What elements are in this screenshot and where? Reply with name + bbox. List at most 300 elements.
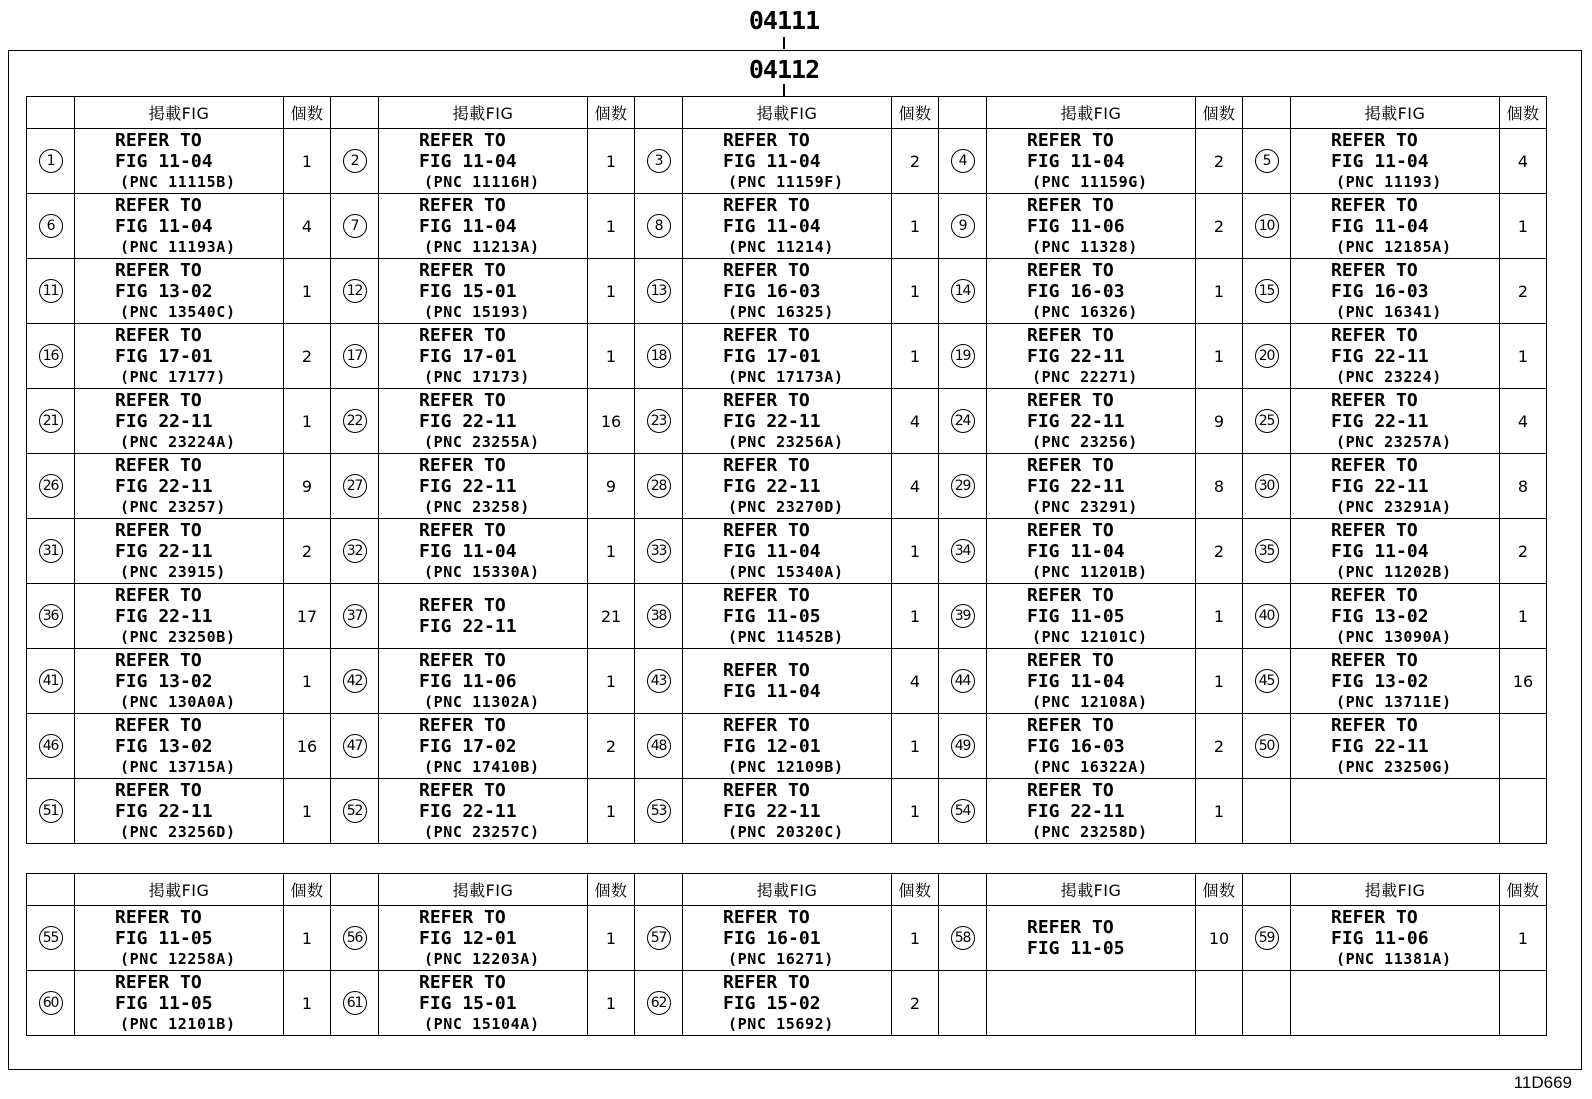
reference-text [75, 585, 283, 648]
pnc-label: (PNC 11116H) [424, 172, 540, 191]
refer-to-label: REFER TO [115, 194, 202, 216]
table-row [27, 584, 1547, 649]
quantity-cell: 2 [1196, 129, 1243, 194]
pnc-label: (PNC 23291A) [1336, 497, 1452, 516]
item-number-cell [1243, 714, 1291, 779]
pnc-label: (PNC 16326) [1032, 302, 1138, 321]
quantity-cell: 4 [284, 194, 331, 259]
item-number-cell [331, 259, 379, 324]
fig-label: FIG 11-04 [419, 150, 517, 172]
item-number-cell [635, 519, 683, 584]
item-number-badge: 56 [343, 926, 367, 950]
pnc-label: (PNC 23257A) [1336, 432, 1452, 451]
item-number-cell [939, 259, 987, 324]
item-number-badge: 36 [39, 604, 63, 628]
quantity-cell: 1 [588, 194, 635, 259]
quantity-cell: 1 [892, 906, 939, 971]
quantity-cell: 1 [892, 194, 939, 259]
item-number-cell [1243, 519, 1291, 584]
quantity-cell: 2 [1500, 259, 1547, 324]
fig-label: FIG 22-11 [1331, 410, 1429, 432]
table-row [27, 971, 1547, 1036]
item-number-cell [635, 584, 683, 649]
pnc-label: (PNC 11214) [728, 237, 834, 256]
fig-label: FIG 22-11 [723, 800, 821, 822]
fig-label: FIG 22-11 [115, 800, 213, 822]
parts-table-main [26, 96, 1547, 844]
reference-cell [1291, 194, 1500, 259]
item-number-badge: 61 [343, 991, 367, 1015]
header-fig: 掲載FIG [683, 97, 892, 129]
header-blank-cell [635, 97, 683, 129]
reference-text [987, 650, 1195, 713]
item-number-badge: 40 [1255, 604, 1279, 628]
pnc-label: (PNC 23255A) [424, 432, 540, 451]
refer-to-label: REFER TO [723, 454, 810, 476]
reference-cell [987, 971, 1196, 1036]
reference-cell [379, 194, 588, 259]
fig-label: FIG 11-04 [1027, 540, 1125, 562]
item-number-badge: 6 [39, 214, 63, 238]
reference-text [379, 195, 587, 258]
pnc-label: (PNC 23258) [424, 497, 530, 516]
reference-cell [1291, 519, 1500, 584]
item-number-cell [1243, 971, 1291, 1036]
fig-label: FIG 22-11 [115, 540, 213, 562]
reference-text [75, 195, 283, 258]
header-fig: 掲載FIG [75, 874, 284, 906]
refer-to-label: REFER TO [723, 194, 810, 216]
quantity-cell: 2 [284, 324, 331, 389]
refer-to-label: REFER TO [1027, 129, 1114, 151]
pnc-label: (PNC 11213A) [424, 237, 540, 256]
quantity-cell: 10 [1196, 906, 1243, 971]
item-number-badge: 33 [647, 539, 671, 563]
reference-cell [1291, 714, 1500, 779]
pnc-label: (PNC 11302A) [424, 692, 540, 711]
item-number-cell [27, 259, 75, 324]
fig-label: FIG 12-01 [419, 927, 517, 949]
quantity-cell: 1 [892, 584, 939, 649]
reference-text [683, 325, 891, 388]
quantity-cell: 1 [1196, 584, 1243, 649]
pnc-label: (PNC 23256D) [120, 822, 236, 841]
item-number-cell [331, 906, 379, 971]
pnc-label: (PNC 17177) [120, 367, 226, 386]
fig-label: FIG 11-05 [115, 992, 213, 1014]
quantity-cell: 2 [1196, 714, 1243, 779]
quantity-cell: 4 [892, 454, 939, 519]
pnc-label: (PNC 17173A) [728, 367, 844, 386]
item-number-cell [1243, 324, 1291, 389]
table-row [27, 454, 1547, 519]
item-number-cell [27, 389, 75, 454]
refer-to-label: REFER TO [723, 779, 810, 801]
reference-text [987, 585, 1195, 648]
pnc-label: (PNC 12101B) [120, 1014, 236, 1033]
quantity-cell: 2 [1196, 519, 1243, 584]
item-number-badge: 32 [343, 539, 367, 563]
header-fig: 掲載FIG [683, 874, 892, 906]
pnc-label: (PNC 11201B) [1032, 562, 1148, 581]
fig-label: FIG 11-04 [1331, 215, 1429, 237]
refer-to-label: REFER TO [723, 660, 810, 681]
fig-label: FIG 11-04 [115, 150, 213, 172]
item-number-badge: 55 [39, 926, 63, 950]
fig-label: FIG 12-01 [723, 735, 821, 757]
image-code: 11D669 [1513, 1073, 1572, 1092]
reference-text [75, 780, 283, 843]
refer-to-label: REFER TO [419, 324, 506, 346]
item-number-cell [635, 649, 683, 714]
reference-text [1291, 195, 1499, 258]
reference-cell [75, 584, 284, 649]
reference-text [379, 715, 587, 778]
reference-text [379, 325, 587, 388]
reference-cell [987, 389, 1196, 454]
fig-label: FIG 22-11 [1331, 475, 1429, 497]
quantity-cell: 1 [1500, 324, 1547, 389]
quantity-cell: 1 [284, 389, 331, 454]
reference-cell [1291, 324, 1500, 389]
header-fig: 掲載FIG [1291, 97, 1500, 129]
quantity-cell: 1 [1196, 324, 1243, 389]
item-number-cell [635, 906, 683, 971]
item-number-cell [331, 584, 379, 649]
reference-text [75, 972, 283, 1035]
reference-text [1291, 130, 1499, 193]
pnc-label: (PNC 12258A) [120, 949, 236, 968]
item-number-badge: 24 [951, 409, 975, 433]
reference-cell [75, 454, 284, 519]
refer-to-label: REFER TO [419, 519, 506, 541]
fig-label: FIG 11-05 [1027, 605, 1125, 627]
reference-text [379, 972, 587, 1035]
reference-cell [683, 779, 892, 844]
refer-to-label: REFER TO [723, 971, 810, 993]
quantity-cell [1500, 779, 1547, 844]
item-number-cell [635, 389, 683, 454]
reference-text [75, 390, 283, 453]
reference-text [379, 780, 587, 843]
quantity-cell: 4 [892, 389, 939, 454]
item-number-cell [27, 714, 75, 779]
item-number-badge: 28 [647, 474, 671, 498]
reference-cell [75, 519, 284, 584]
refer-to-label: REFER TO [723, 714, 810, 736]
fig-label: FIG 22-11 [115, 605, 213, 627]
quantity-cell: 16 [588, 389, 635, 454]
fig-label: FIG 11-05 [1027, 938, 1125, 959]
item-number-badge: 25 [1255, 409, 1279, 433]
reference-text [1291, 907, 1499, 970]
reference-cell [75, 129, 284, 194]
item-number-badge: 17 [343, 344, 367, 368]
reference-text [683, 390, 891, 453]
item-number-cell [1243, 649, 1291, 714]
header-blank-cell [939, 874, 987, 906]
header-qty: 個数 [1196, 97, 1243, 129]
reference-cell [683, 129, 892, 194]
refer-to-label: REFER TO [1027, 194, 1114, 216]
fig-label: FIG 17-01 [419, 345, 517, 367]
fig-label: FIG 11-04 [723, 681, 821, 702]
item-number-cell [939, 649, 987, 714]
item-number-badge: 26 [39, 474, 63, 498]
item-number-badge: 22 [343, 409, 367, 433]
pnc-label: (PNC 12185A) [1336, 237, 1452, 256]
header-blank-cell [27, 874, 75, 906]
item-number-badge: 45 [1255, 669, 1279, 693]
quantity-cell: 1 [892, 519, 939, 584]
item-number-badge: 23 [647, 409, 671, 433]
refer-to-label: REFER TO [115, 519, 202, 541]
table-row [27, 259, 1547, 324]
quantity-cell: 1 [284, 779, 331, 844]
fig-label: FIG 11-05 [115, 927, 213, 949]
item-number-cell [27, 971, 75, 1036]
reference-text [379, 260, 587, 323]
reference-text [1291, 325, 1499, 388]
reference-cell [987, 454, 1196, 519]
refer-to-label: REFER TO [115, 906, 202, 928]
refer-to-label: REFER TO [115, 129, 202, 151]
reference-cell [683, 649, 892, 714]
item-number-cell [331, 519, 379, 584]
item-number-badge: 50 [1255, 734, 1279, 758]
item-number-badge: 34 [951, 539, 975, 563]
refer-to-label: REFER TO [1027, 324, 1114, 346]
item-number-badge: 30 [1255, 474, 1279, 498]
quantity-cell: 9 [588, 454, 635, 519]
quantity-cell: 8 [1500, 454, 1547, 519]
reference-cell [1291, 971, 1500, 1036]
table-row [27, 714, 1547, 779]
fig-label: FIG 22-11 [1027, 475, 1125, 497]
fig-label: FIG 11-04 [1027, 150, 1125, 172]
item-number-badge: 52 [343, 799, 367, 823]
item-number-cell [1243, 194, 1291, 259]
pnc-label: (PNC 15340A) [728, 562, 844, 581]
quantity-cell: 1 [588, 906, 635, 971]
pnc-label: (PNC 15193) [424, 302, 530, 321]
pnc-label: (PNC 12101C) [1032, 627, 1148, 646]
item-number-badge: 3 [647, 149, 671, 173]
reference-cell [683, 259, 892, 324]
reference-cell [987, 129, 1196, 194]
pnc-label: (PNC 23250B) [120, 627, 236, 646]
reference-cell [683, 714, 892, 779]
item-number-cell [939, 389, 987, 454]
reference-cell [75, 779, 284, 844]
reference-text [75, 715, 283, 778]
reference-cell [379, 906, 588, 971]
reference-cell [379, 324, 588, 389]
pnc-label: (PNC 23224A) [120, 432, 236, 451]
item-number-cell [27, 194, 75, 259]
fig-label: FIG 22-11 [723, 475, 821, 497]
quantity-cell: 1 [1500, 194, 1547, 259]
reference-text [75, 455, 283, 518]
fig-label: FIG 16-03 [1331, 280, 1429, 302]
quantity-cell: 1 [1196, 649, 1243, 714]
refer-to-label: REFER TO [723, 389, 810, 411]
quantity-cell: 1 [284, 649, 331, 714]
item-number-cell [635, 129, 683, 194]
reference-cell [987, 519, 1196, 584]
item-number-cell [27, 129, 75, 194]
quantity-cell: 4 [1500, 129, 1547, 194]
refer-to-label: REFER TO [723, 259, 810, 281]
quantity-cell: 1 [892, 714, 939, 779]
fig-label: FIG 22-11 [1027, 800, 1125, 822]
refer-to-label: REFER TO [1331, 649, 1418, 671]
pnc-label: (PNC 11159F) [728, 172, 844, 191]
pnc-label: (PNC 15692) [728, 1014, 834, 1033]
quantity-cell: 2 [892, 129, 939, 194]
item-number-badge: 5 [1255, 149, 1279, 173]
item-number-badge: 1 [39, 149, 63, 173]
quantity-cell: 2 [1500, 519, 1547, 584]
pnc-label: (PNC 17410B) [424, 757, 540, 776]
fig-label: FIG 11-04 [115, 215, 213, 237]
header-qty: 個数 [1196, 874, 1243, 906]
refer-to-label: REFER TO [1331, 584, 1418, 606]
fig-label: FIG 17-01 [723, 345, 821, 367]
reference-text [683, 195, 891, 258]
sub-code-tick [783, 84, 785, 96]
refer-to-label: REFER TO [1027, 917, 1114, 938]
fig-label: FIG 17-01 [115, 345, 213, 367]
top-code: 04111 [748, 6, 820, 35]
pnc-label: (PNC 15330A) [424, 562, 540, 581]
header-fig: 掲載FIG [379, 874, 588, 906]
header-fig: 掲載FIG [987, 874, 1196, 906]
refer-to-label: REFER TO [419, 259, 506, 281]
item-number-cell [939, 584, 987, 649]
pnc-label: (PNC 12108A) [1032, 692, 1148, 711]
pnc-label: (PNC 15104A) [424, 1014, 540, 1033]
quantity-cell: 1 [1500, 584, 1547, 649]
pnc-label: (PNC 23257) [120, 497, 226, 516]
header-qty: 個数 [1500, 97, 1547, 129]
quantity-cell: 1 [588, 971, 635, 1036]
refer-to-label: REFER TO [419, 454, 506, 476]
reference-cell [987, 324, 1196, 389]
item-number-badge: 39 [951, 604, 975, 628]
quantity-cell: 16 [1500, 649, 1547, 714]
table-row [27, 324, 1547, 389]
quantity-cell: 9 [1196, 389, 1243, 454]
item-number-cell [27, 906, 75, 971]
quantity-cell: 16 [284, 714, 331, 779]
fig-label: FIG 11-04 [1331, 150, 1429, 172]
item-number-cell [635, 714, 683, 779]
reference-text [1291, 715, 1499, 778]
item-number-cell [635, 779, 683, 844]
reference-text [683, 585, 891, 648]
quantity-cell: 9 [284, 454, 331, 519]
pnc-label: (PNC 23270D) [728, 497, 844, 516]
item-number-badge: 37 [343, 604, 367, 628]
fig-label: FIG 11-06 [419, 670, 517, 692]
item-number-badge: 18 [647, 344, 671, 368]
quantity-cell: 2 [1196, 194, 1243, 259]
reference-text [1291, 390, 1499, 453]
refer-to-label: REFER TO [1027, 584, 1114, 606]
quantity-cell: 1 [588, 129, 635, 194]
reference-cell [683, 906, 892, 971]
pnc-label: (PNC 12109B) [728, 757, 844, 776]
header-qty: 個数 [892, 97, 939, 129]
reference-cell [379, 971, 588, 1036]
quantity-cell: 1 [892, 324, 939, 389]
quantity-cell: 1 [1196, 259, 1243, 324]
item-number-badge: 31 [39, 539, 63, 563]
item-number-cell [1243, 584, 1291, 649]
fig-label: FIG 11-04 [723, 150, 821, 172]
item-number-cell [1243, 906, 1291, 971]
item-number-cell [27, 454, 75, 519]
reference-cell [1291, 454, 1500, 519]
refer-to-label: REFER TO [1331, 259, 1418, 281]
item-number-cell [331, 129, 379, 194]
fig-label: FIG 11-04 [419, 540, 517, 562]
item-number-badge: 7 [343, 214, 367, 238]
item-number-cell [1243, 779, 1291, 844]
pnc-label: (PNC 16271) [728, 949, 834, 968]
reference-text [1291, 260, 1499, 323]
parts-table-secondary [26, 873, 1547, 1036]
item-number-badge: 16 [39, 344, 63, 368]
reference-text [683, 972, 891, 1035]
reference-cell [379, 129, 588, 194]
reference-text [987, 780, 1195, 843]
item-number-cell [27, 324, 75, 389]
item-number-cell [939, 519, 987, 584]
pnc-label: (PNC 17173) [424, 367, 530, 386]
quantity-cell: 1 [284, 906, 331, 971]
item-number-badge: 9 [951, 214, 975, 238]
refer-to-label: REFER TO [1027, 519, 1114, 541]
reference-cell [683, 519, 892, 584]
fig-label: FIG 22-11 [419, 410, 517, 432]
refer-to-label: REFER TO [419, 389, 506, 411]
item-number-cell [27, 519, 75, 584]
pnc-label: (PNC 11202B) [1336, 562, 1452, 581]
quantity-cell: 1 [892, 259, 939, 324]
refer-to-label: REFER TO [1331, 389, 1418, 411]
refer-to-label: REFER TO [1027, 649, 1114, 671]
item-number-badge: 13 [647, 279, 671, 303]
fig-label: FIG 22-11 [1027, 410, 1125, 432]
reference-text [1291, 585, 1499, 648]
reference-cell [75, 714, 284, 779]
reference-cell [75, 971, 284, 1036]
reference-text [75, 260, 283, 323]
item-number-cell [27, 649, 75, 714]
reference-text [987, 130, 1195, 193]
quantity-cell: 1 [588, 649, 635, 714]
fig-label: FIG 22-11 [723, 410, 821, 432]
reference-cell [379, 454, 588, 519]
reference-cell [1291, 779, 1500, 844]
quantity-cell: 4 [1500, 389, 1547, 454]
pnc-label: (PNC 23915) [120, 562, 226, 581]
item-number-badge: 57 [647, 926, 671, 950]
fig-label: FIG 13-02 [115, 735, 213, 757]
reference-cell [379, 779, 588, 844]
